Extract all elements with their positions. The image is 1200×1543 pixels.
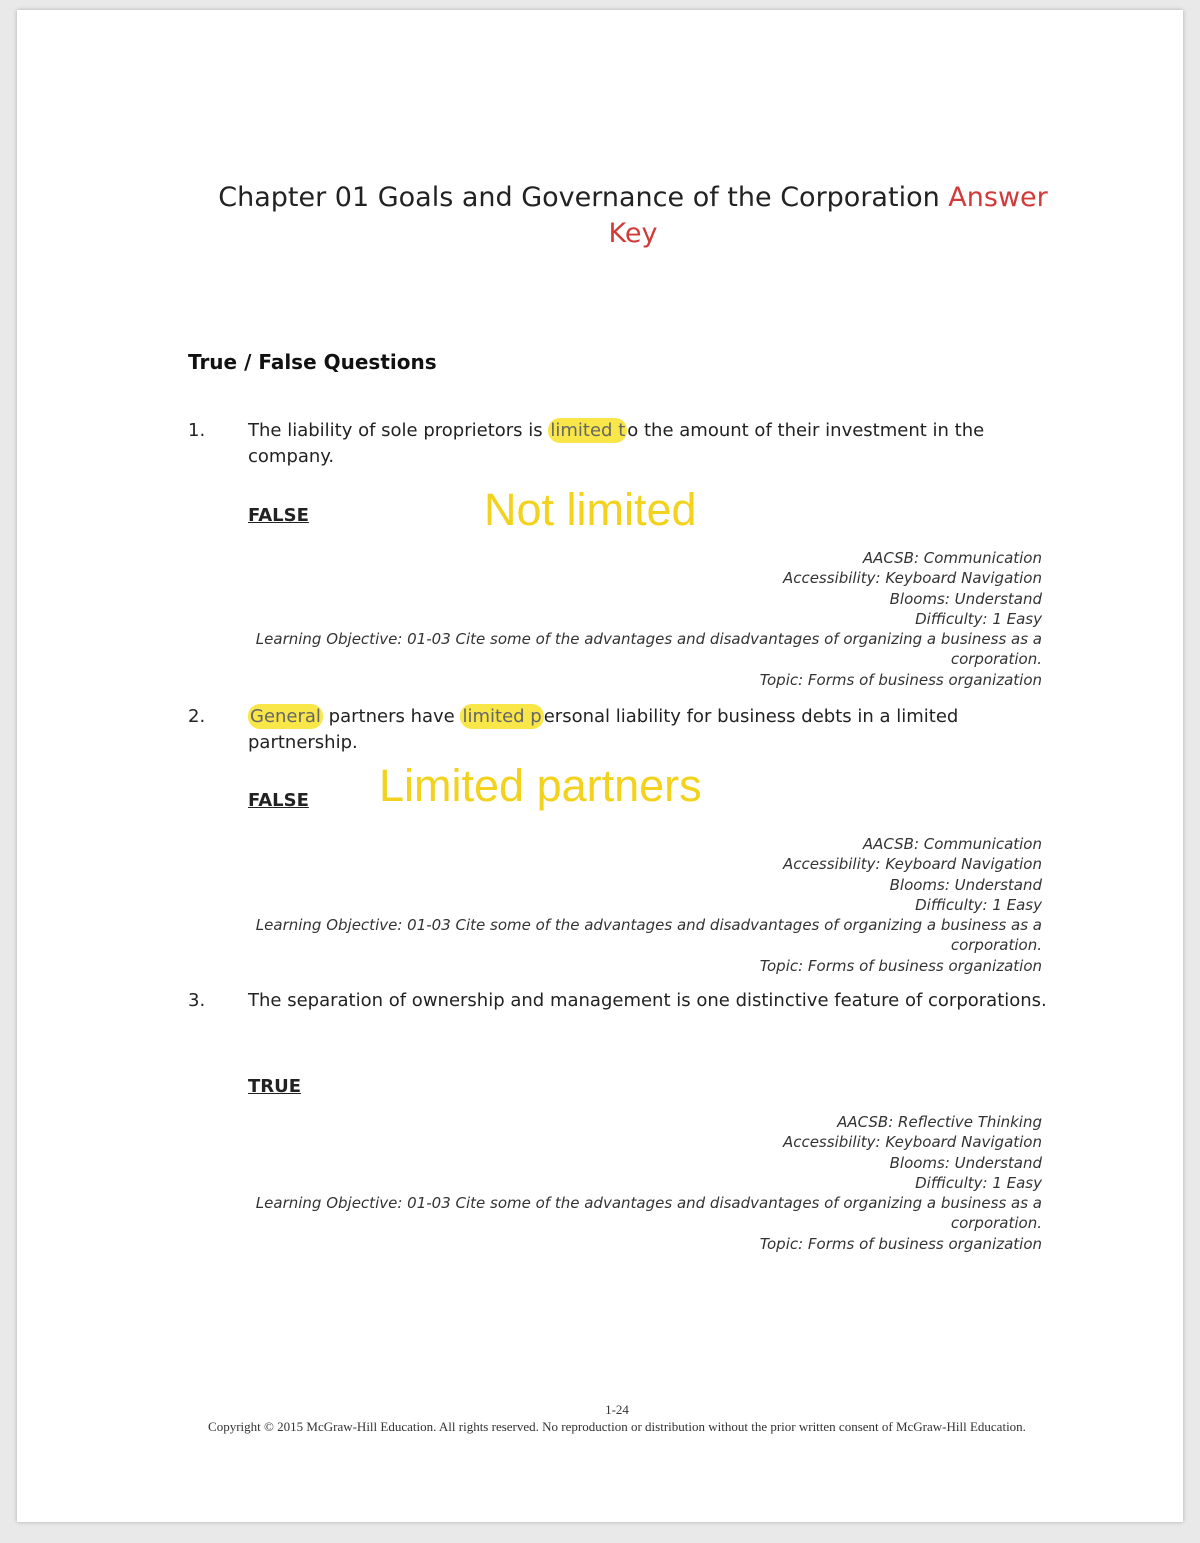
question-number: 1. (188, 420, 206, 441)
page-title-line2 (17, 216, 1200, 252)
answer-label: FALSE (248, 790, 309, 811)
title-answer-word: Answer (948, 182, 1048, 213)
highlight-mark: General (250, 706, 321, 727)
question-text: General partners have limited p ersonal liability for business debts in a limited partnership. (248, 706, 959, 753)
question-text: The liability of sole proprietors is limited t o the amount of their investment in the company. (248, 420, 985, 467)
copyright-notice: Copyright © 2015 McGraw-Hill Education. All rights reserved. No reproduction or distribution without the prior written consent of McGraw-Hill Education. (208, 1419, 1026, 1434)
handwritten-note: Limited partners (379, 760, 702, 811)
question-text: The separation of ownership and management is one distinctive feature of corporations. (248, 990, 1047, 1011)
page-footer (197, 1401, 1037, 1435)
question-number: 3. (188, 990, 206, 1011)
question-number: 2. (188, 706, 206, 727)
page-number: 1-24 (605, 1402, 629, 1417)
answer-label: FALSE (248, 505, 309, 526)
question-metadata: AACSB: Reflective Thinking Accessibility: Keyboard Navigation Blooms: Understand Difficulty: 1 Easy Learning Objective: 01-03 Cite some of the advantages and disadvantages of organizing a business as a corporation. Topic: Forms of business organization (255, 1113, 1042, 1253)
title-key-word: Key (608, 218, 658, 249)
handwritten-note: Not limited (484, 484, 697, 535)
highlight-mark: limited p (462, 706, 542, 727)
answer-label: TRUE (248, 1076, 302, 1097)
document-page (17, 10, 1183, 1522)
page-title: Chapter 01 Goals and Governance of the Corporation Answer (218, 182, 1048, 213)
question-metadata: AACSB: Communication Accessibility: Keyboard Navigation Blooms: Understand Difficulty: 1 Easy Learning Objective: 01-03 Cite some of the advantages and disadvantages of organizing a business as a corporation. Topic: Forms of business organization (255, 835, 1042, 975)
question-metadata: AACSB: Communication Accessibility: Keyboard Navigation Blooms: Understand Difficulty: 1 Easy Learning Objective: 01-03 Cite some of the advantages and disadvantages of organizing a business as a corporation. Topic: Forms of business organization (255, 549, 1042, 689)
section-heading: True / False Questions (188, 350, 437, 374)
highlight-mark: limited t (550, 420, 626, 441)
